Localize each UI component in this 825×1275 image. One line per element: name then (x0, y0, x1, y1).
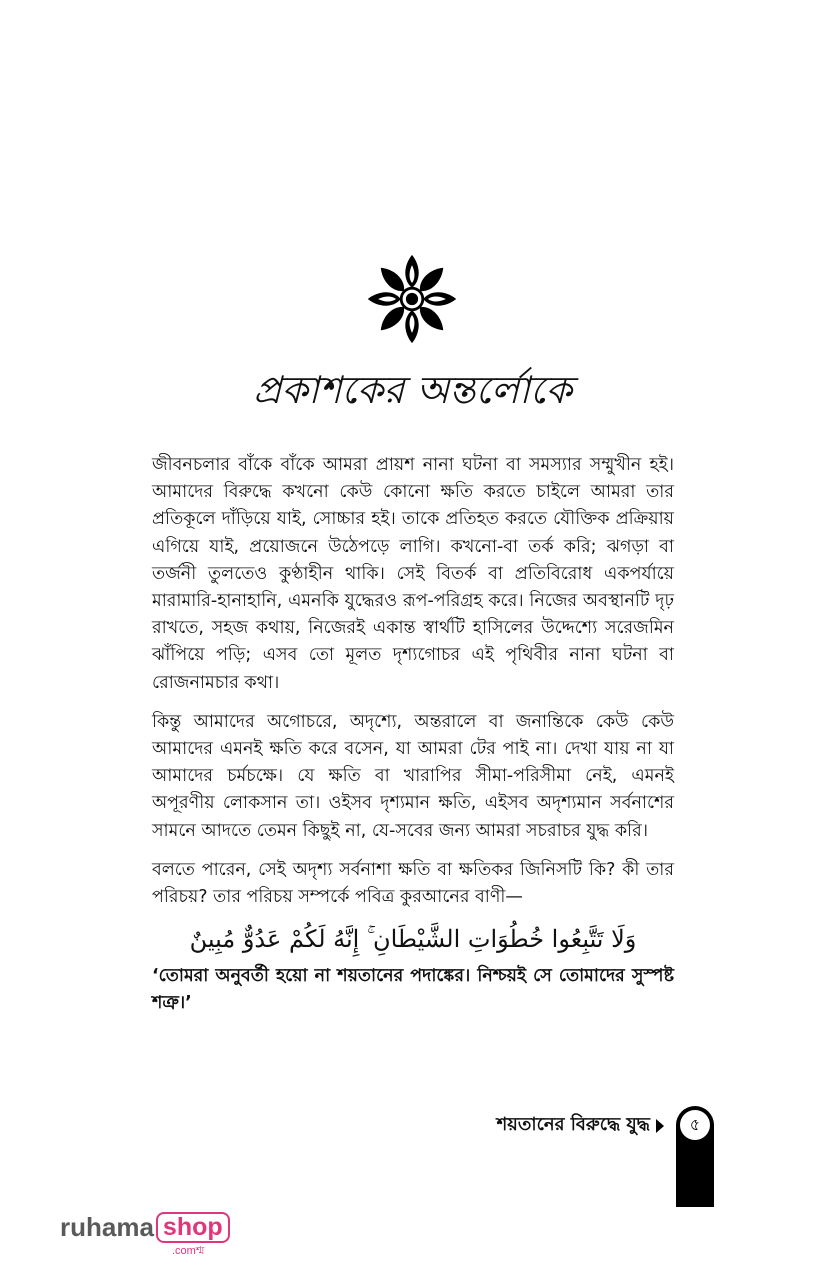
logo-box: shop (156, 1212, 230, 1243)
running-footer-title: শয়তানের বিরুদ্ধে যুদ্ধ (496, 1114, 650, 1135)
paragraph: বলতে পারেন, সেই অদৃশ্য সর্বনাশা ক্ষতি বা ক্ষতিকর জিনিসটি কি? কী তার পরিচয়? তার পরিচয় সম্পর্কে পবিত্র কুরআনের বাণী— (152, 859, 674, 908)
flower-ornament-icon (365, 252, 459, 346)
main-text (152, 452, 674, 1030)
paragraph: কিন্তু আমাদের অগোচরে, অদৃশ্যে, অন্তরালে বা জনান্তিকে কেউ কেউ আমাদের এমনই ক্ষতি করে বসেন, যা আমরা টের পাই না। দেখা যায় না যা আমাদের চর্মচক্ষে। যে ক্ষতি বা খারাপির সীমা-পরিসীমা নেই, এমনই অপূরণীয় লোকসান তা। ওইসব দৃশ্যমান ক্ষতি, এইসব অদৃশ্যমান সর্বনাশের সামনে আদতে তেমন কিছুই না, যে-সবের জন্য আমরা সচরাচর যুদ্ধ করি। (152, 711, 674, 841)
logo-prefix: ruhama (60, 1212, 154, 1242)
page-title: প্রকাশকের অন্তর্লোকে (253, 368, 572, 412)
verse-translation: ‘তোমরা অনুবর্তী হয়ো না শয়তানের পদাঙ্কের। নিশ্চয়ই সে তোমাদের সুস্পষ্ট শত্রু।’ (152, 966, 674, 1014)
quran-verse: وَلَا تَتَّبِعُوا خُطُوَاتِ الشَّيْطَانِ ۚ إِنَّهُ لَكُمْ عَدُوٌّ مُبِينٌ (189, 925, 637, 954)
triangle-right-icon (656, 1119, 664, 1133)
page-number: ৫ (680, 1110, 710, 1140)
logo-domain: .comশ্ম (172, 1245, 205, 1257)
paragraph: জীবনচলার বাঁকে বাঁকে আমরা প্রায়শ নানা ঘটনা বা সমস্যার সম্মুখীন হই। আমাদের বিরুদ্ধে কখনো কেউ কোনো ক্ষতি করতে চাইলে আমরা তার প্রতিকূলে দাঁড়িয়ে যাই, সোচ্চার হই। তাকে প্রতিহত করতে যৌক্তিক প্রক্রিয়ায় এগিয়ে যাই, প্রয়োজনে উঠেপড়ে লাগি। কখনো-বা তর্ক করি; ঝগড়া বা তর্জনী তুলতেও কুণ্ঠাহীন থাকি। সেই বিতর্ক বা প্রতিবিরোধ একপর্যায়ে মারামারি-হানাহানি, এমনকি যুদ্ধেরও রূপ-পরিগ্রহ করে। নিজের অবস্থানটি দৃঢ় রাখতে, সহজ কথায়, নিজেরই একান্ত স্বার্থটি হাসিলের উদ্দেশ্যে সরেজমিন ঝাঁপিয়ে পড়ি; এসব তো মূলত দৃশ্যগোচর এই পৃথিবীর নানা ঘটনা বা রোজনামচার কথা। (152, 455, 674, 693)
